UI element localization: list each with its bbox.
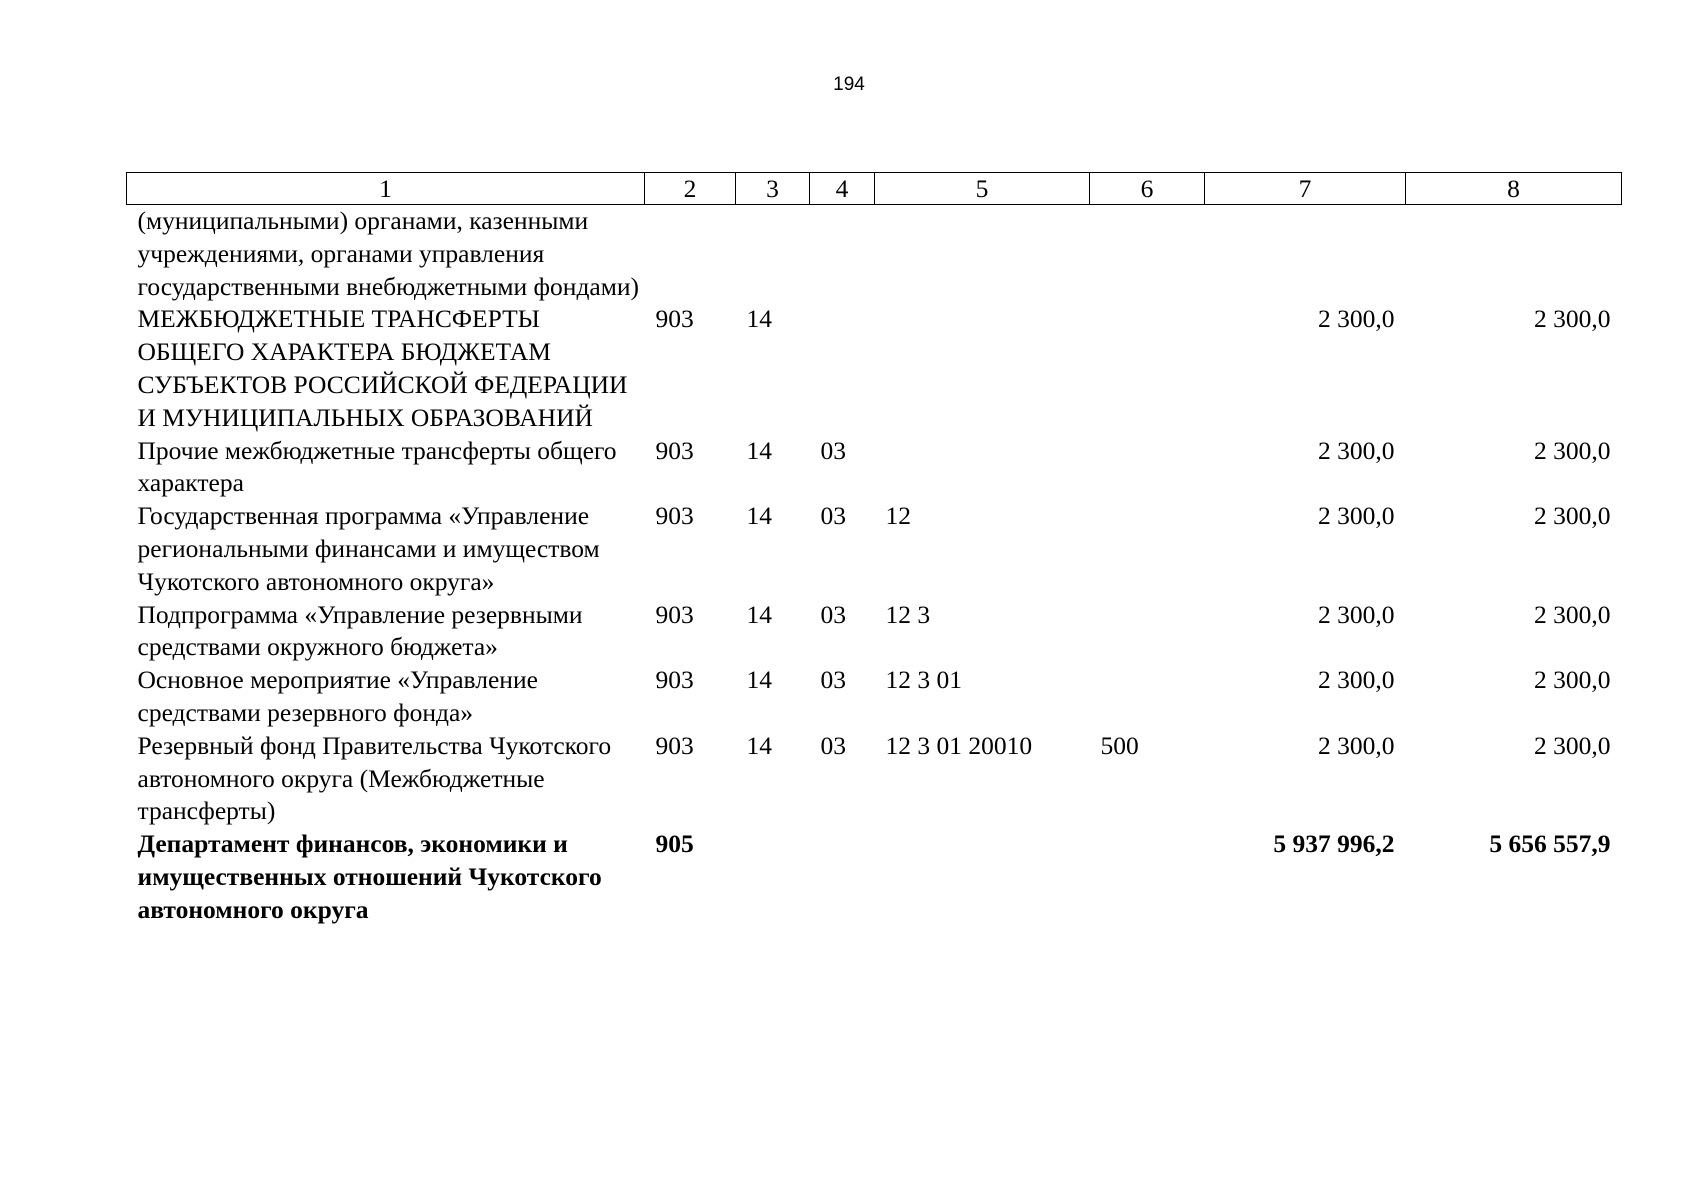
table-row — [127, 730, 1622, 828]
table-row — [127, 435, 1622, 501]
col6-cell — [1090, 303, 1205, 434]
table-row — [127, 205, 1622, 304]
col2-cell: 903 — [655, 730, 694, 760]
amount-col8-cell — [1406, 205, 1622, 304]
amount-col7-cell — [1205, 205, 1406, 304]
amount-col8-cell: 2 300,0 — [1534, 435, 1611, 465]
header-cell-7: 7 — [1205, 173, 1406, 205]
col4-cell — [810, 828, 875, 926]
col6-cell — [1090, 435, 1205, 501]
amount-col7-cell: 5 937 996,2 — [1273, 829, 1395, 859]
col2-cell: 903 — [655, 665, 694, 695]
header-cell-1: 1 — [127, 173, 645, 205]
col6-cell — [1090, 599, 1205, 665]
col5-cell — [875, 303, 1090, 434]
col2-cell: 903 — [655, 435, 694, 465]
row-name-cell: Государственная программа «Управление региональными финансами и имуществом Чукотского автономного округа» — [137, 501, 600, 596]
col3-cell: 14 — [746, 304, 772, 334]
amount-col7-cell: 2 300,0 — [1318, 665, 1395, 695]
col6-cell — [1090, 500, 1205, 598]
col4-cell — [810, 205, 875, 304]
budget-table — [126, 172, 1622, 927]
row-name-cell: Департамент финансов, экономики и имущественных отношений Чукотского автономного округа — [137, 829, 602, 924]
row-name-cell: Прочие межбюджетные трансферты общего характера — [137, 435, 617, 498]
col2-cell: 903 — [655, 599, 694, 629]
col2-cell — [645, 205, 736, 304]
amount-col7-cell: 2 300,0 — [1318, 599, 1395, 629]
table-row — [127, 664, 1622, 730]
col3-cell — [736, 828, 810, 926]
amount-col8-cell: 2 300,0 — [1534, 304, 1611, 334]
col3-cell: 14 — [746, 599, 772, 629]
col3-cell: 14 — [746, 665, 772, 695]
col4-cell: 03 — [820, 730, 846, 760]
row-name-cell: Резервный фонд Правительства Чукотского автономного округа (Межбюджетные трансферты) — [137, 730, 612, 826]
table-row — [127, 303, 1622, 434]
amount-col8-cell: 5 656 557,9 — [1489, 829, 1611, 859]
table-row — [127, 500, 1622, 598]
header-row — [127, 173, 1622, 205]
amount-col7-cell: 2 300,0 — [1318, 501, 1395, 531]
col6-cell — [1090, 664, 1205, 730]
header-cell-6: 6 — [1090, 173, 1205, 205]
header-cell-5: 5 — [875, 173, 1090, 205]
header-cell-8: 8 — [1406, 173, 1622, 205]
col5-cell — [875, 205, 1090, 304]
col4-cell — [810, 303, 875, 434]
col4-cell: 03 — [820, 599, 846, 629]
header-cell-2: 2 — [645, 173, 736, 205]
page-number: 194 — [833, 74, 865, 95]
col2-cell: 903 — [655, 304, 694, 334]
row-name-cell: Основное мероприятие «Управление средствами резервного фонда» — [137, 665, 538, 727]
row-name-cell: (муниципальными) органами, казенными учреждениями, органами управления государственными внебюджетными фондами) — [137, 206, 640, 301]
table-row — [127, 599, 1622, 665]
amount-col8-cell: 2 300,0 — [1534, 599, 1611, 629]
col6-cell — [1090, 828, 1205, 926]
row-name-cell: МЕЖБЮДЖЕТНЫЕ ТРАНСФЕРТЫ ОБЩЕГО ХАРАКТЕРА БЮДЖЕТАМ СУБЪЕКТОВ РОССИЙСКОЙ ФЕДЕРАЦИИ И МУНИЦИПАЛЬНЫХ ОБРАЗОВАНИЙ — [137, 304, 628, 432]
amount-col8-cell: 2 300,0 — [1534, 501, 1611, 531]
col3-cell: 14 — [746, 501, 772, 531]
col6-cell: 500 — [1100, 730, 1139, 760]
col3-cell: 14 — [746, 730, 772, 760]
amount-col7-cell: 2 300,0 — [1318, 730, 1395, 760]
amount-col8-cell: 2 300,0 — [1534, 730, 1611, 760]
col5-cell: 12 — [885, 501, 911, 531]
amount-col7-cell: 2 300,0 — [1318, 435, 1395, 465]
table-body — [127, 205, 1622, 927]
row-name-cell: Подпрограмма «Управление резервными средствами окружного бюджета» — [137, 599, 583, 662]
header-cell-3: 3 — [736, 173, 810, 205]
col4-cell: 03 — [820, 501, 846, 531]
col4-cell: 03 — [820, 435, 846, 465]
amount-col7-cell: 2 300,0 — [1318, 304, 1395, 334]
col5-cell — [875, 828, 1090, 926]
col6-cell — [1090, 205, 1205, 304]
col5-cell: 12 3 01 20010 — [885, 730, 1033, 760]
amount-col8-cell: 2 300,0 — [1534, 665, 1611, 695]
header-cell-4: 4 — [810, 173, 875, 205]
col3-cell: 14 — [746, 435, 772, 465]
col2-cell: 905 — [655, 829, 694, 859]
col5-cell: 12 3 — [885, 599, 931, 629]
col4-cell: 03 — [820, 665, 846, 695]
col5-cell — [875, 435, 1090, 501]
table-row — [127, 828, 1622, 926]
col2-cell: 903 — [655, 501, 694, 531]
col5-cell: 12 3 01 — [885, 665, 962, 695]
table-header — [127, 173, 1622, 205]
col3-cell — [736, 205, 810, 304]
